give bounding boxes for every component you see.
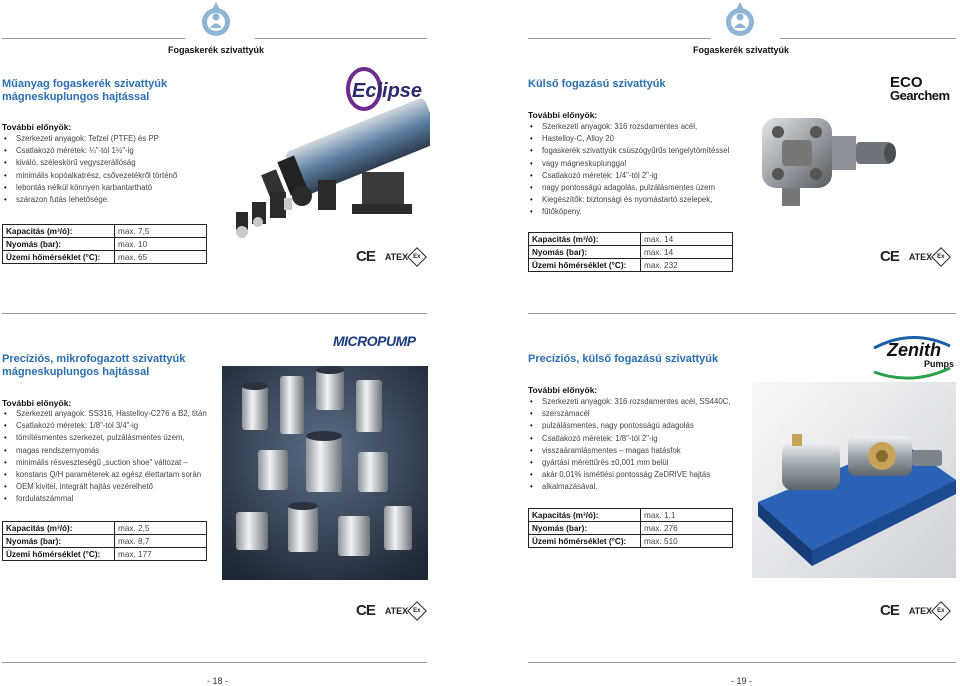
list-item: • minimális kopóalkatrész, csővezetékről történő [2, 170, 212, 182]
eclipse-logo-text: Eclipse [352, 80, 423, 102]
list-item: • Csatlakozó méretek: 1/8"-tól 2"-ig [528, 433, 748, 445]
atex-mark-icon: ATEX Ex [909, 250, 948, 264]
list-item: • tömítésmentes szerkezet, pulzálásmentes üzem, [2, 432, 220, 444]
atex-mark-icon: ATEX Ex [385, 604, 424, 618]
list-item: • kiváló, széleskörű vegyszerállóság [2, 157, 212, 169]
certification-marks [356, 602, 424, 619]
advantages-heading: További előnyök: [2, 122, 72, 132]
section-title-plastic-gear-pumps: Műanyag fogaskerék szivattyúk mágneskuplungos hajtással [2, 78, 168, 103]
certification-marks [356, 248, 424, 265]
list-item: • gyártási mérettűrés ±0,001 mm belül [528, 457, 748, 469]
header-title: Fogaskerék szivattyúk [693, 45, 790, 55]
list-item: • Szerkezeti anyagok: 316 rozsdamentes acél, SS440C, [528, 396, 748, 408]
list-item: • alkalmazásával. [528, 481, 748, 493]
advantages-heading: További előnyök: [2, 398, 72, 408]
page-number: - 18 - [207, 676, 229, 686]
spec-table: Kapacitás (m³/ó): max. 2,5 Nyomás (bar): max. 8,7 Üzemi hőmérséklet (°C): max. 177 [2, 521, 207, 561]
spec-table: Kapacitás (m³/ó): max. 1,1 Nyomás (bar): max. 276 Üzemi hőmérséklet (°C): max. 510 [528, 508, 733, 548]
list-item: • nagy pontosságú adagolás, pulzálásmentes üzem [528, 182, 748, 194]
ce-mark-icon: CE [356, 602, 375, 619]
ce-mark-icon: CE [880, 602, 899, 619]
advantages-list [2, 133, 212, 206]
zenith-logo-text: Zenith Pumps [887, 340, 954, 369]
list-item: • OEM kivitel, integrált hajtás vezérelhető [2, 481, 220, 493]
certification-marks [880, 248, 948, 265]
list-item: • Csatlakozó méretek: 1/4"-tól 2"-ig [528, 170, 748, 182]
list-item: • szerszámacél [528, 408, 748, 420]
advantages-list [2, 408, 220, 506]
list-item: • Szerkezeti anyagok: Tefzel (PTFE) és PP [2, 133, 212, 145]
header-title: Fogaskerék szivattyúk [168, 45, 265, 55]
list-item: • magas rendszernyomás [2, 445, 220, 457]
company-logo-icon [720, 2, 760, 38]
list-item: • fordulatszámmal [2, 493, 220, 505]
advantages-list [528, 121, 748, 219]
advantages-heading: További előnyök: [528, 385, 598, 395]
list-item: • Hastelloy-C, Alloy 20 [528, 133, 748, 145]
certification-marks [880, 602, 948, 619]
spec-table: Kapacitás (m³/ó): max. 14 Nyomás (bar): max. 14 Üzemi hőmérséklet (°C): max. 232 [528, 232, 733, 272]
gearchem-brand-logo: ECO Gearchem [890, 74, 950, 103]
list-item: • lebontás nélkül könnyen karbantartható [2, 182, 212, 194]
list-item: • Szerkezeti anyagok: SS316, Hastelloy-C276 a B2, titán [2, 408, 220, 420]
list-item: • konstans Q/H paraméterek az egész élettartam során [2, 469, 220, 481]
atex-mark-icon: ATEX Ex [385, 250, 424, 264]
list-item: • Csatlakozó méretek: ¼"-tól 1½"-ig [2, 145, 212, 157]
atex-mark-icon: ATEX Ex [909, 604, 948, 618]
zenith-pump-image [752, 382, 956, 578]
list-item: • minimális résveszteségű „suction shoe" változat – [2, 457, 220, 469]
micropump-brand-logo: MICROPUMP [333, 333, 416, 349]
list-item: • Szerkezeti anyagok: 316 rozsdamentes acél, [528, 121, 748, 133]
gearchem-pump-image [752, 108, 904, 212]
section-title-external-gear-pumps: Külső fogazású szivattyúk [528, 78, 666, 90]
list-item: • Kiegészítők: biztonsági és nyomástartó szelepek, [528, 194, 748, 206]
ce-mark-icon: CE [356, 248, 375, 265]
list-item: • visszaáramlásmentes – magas hatásfok [528, 445, 748, 457]
company-logo-icon [196, 2, 236, 38]
list-item: • vagy mágneskuplunggal [528, 158, 748, 170]
list-item: • fűtőköpeny. [528, 206, 748, 218]
advantages-list [528, 396, 748, 494]
list-item: • szárazon futás lehetősége. [2, 194, 212, 206]
list-item: • pulzálásmentes, nagy pontosságú adagolás [528, 420, 748, 432]
page-number: - 19 - [731, 676, 753, 686]
section-title-precision-external-gear-pumps: Precíziós, külső fogazású szivattyúk [528, 353, 719, 365]
micropump-image [222, 366, 428, 580]
list-item: • akár 0,01% ismétlési pontosság ZeDRIVE hajtás [528, 469, 748, 481]
list-item: • fogaskerék szivattyúk csúszógyűrűs tengelytömítéssel [528, 145, 748, 157]
ce-mark-icon: CE [880, 248, 899, 265]
spec-table: Kapacitás (m³/ó): max. 7,5 Nyomás (bar): max. 10 Üzemi hőmérséklet (°C): max. 65 [2, 224, 207, 264]
section-title-micro-gear-pumps: Precíziós, mikrofogazott szivattyúk mágneskuplungos hajtással [2, 353, 186, 378]
advantages-heading: További előnyök: [528, 110, 598, 120]
eclipse-pump-image [222, 92, 430, 248]
list-item: • Csatlakozó méretek: 1/8"-tól 3/4"-ig [2, 420, 220, 432]
